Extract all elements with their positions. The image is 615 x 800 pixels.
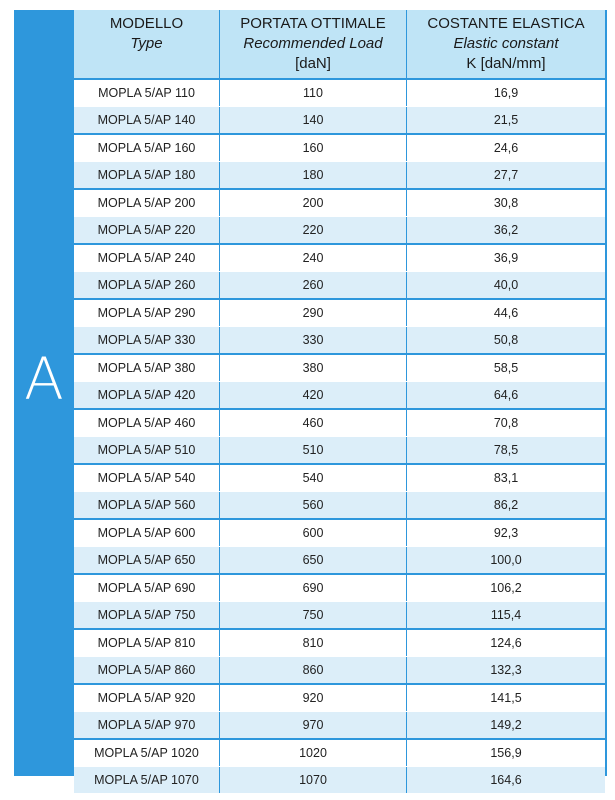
cell-constant: 64,6 [493, 388, 519, 402]
header-constant [407, 10, 605, 78]
cell-model: MOPLA 5/AP 860 [74, 657, 220, 683]
row-group [74, 520, 605, 573]
row-group [74, 740, 605, 793]
cell-constant: 44,6 [493, 306, 519, 320]
cell-constant: 50,8 [493, 333, 519, 347]
cell-model: MOPLA 5/AP 1020 [74, 740, 220, 766]
header-constant-title: COSTANTE ELASTICA [427, 15, 585, 32]
cell-load: 750 [220, 602, 407, 628]
cell-model: MOPLA 5/AP 200 [74, 190, 220, 216]
cell-model: MOPLA 5/AP 460 [74, 410, 220, 436]
cell-load: 510 [220, 437, 407, 463]
cell-load: 920 [220, 685, 407, 711]
cell-constant: 27,7 [493, 168, 519, 182]
cell-constant: 70,8 [493, 416, 519, 430]
cell-constant: 36,2 [493, 223, 519, 237]
cell-constant: 106,2 [490, 581, 522, 595]
table-row [74, 711, 605, 738]
table-row [74, 575, 605, 601]
cell-model: MOPLA 5/AP 510 [74, 437, 220, 463]
cell-model: MOPLA 5/AP 260 [74, 272, 220, 298]
table-row [74, 381, 605, 408]
table-row [74, 245, 605, 271]
table-row [74, 766, 605, 793]
row-group [74, 355, 605, 408]
cell-constant: 36,9 [493, 251, 519, 265]
row-group [74, 300, 605, 353]
cell-load: 970 [220, 712, 407, 738]
cell-model: MOPLA 5/AP 330 [74, 327, 220, 353]
cell-model: MOPLA 5/AP 420 [74, 382, 220, 408]
table-row [74, 546, 605, 573]
cell-constant: 40,0 [493, 278, 519, 292]
cell-constant: 115,4 [490, 608, 522, 622]
table-row [74, 520, 605, 546]
cell-model: MOPLA 5/AP 750 [74, 602, 220, 628]
table-row [74, 410, 605, 436]
table-row [74, 355, 605, 381]
table-row [74, 436, 605, 463]
cell-constant: 58,5 [493, 361, 519, 375]
cell-constant: 86,2 [493, 498, 519, 512]
cell-model: MOPLA 5/AP 160 [74, 135, 220, 161]
cell-model: MOPLA 5/AP 970 [74, 712, 220, 738]
row-group [74, 190, 605, 243]
table-row [74, 601, 605, 628]
cell-load: 240 [220, 245, 407, 271]
header-model-title: MODELLO [109, 15, 184, 32]
cell-load: 1070 [220, 767, 407, 793]
table-row [74, 161, 605, 188]
cell-load: 1020 [220, 740, 407, 766]
cell-model: MOPLA 5/AP 240 [74, 245, 220, 271]
cell-model: MOPLA 5/AP 920 [74, 685, 220, 711]
cell-constant: 24,6 [493, 141, 519, 155]
cell-load: 290 [220, 300, 407, 326]
cell-model: MOPLA 5/AP 690 [74, 575, 220, 601]
table-row [74, 491, 605, 518]
cell-model: MOPLA 5/AP 290 [74, 300, 220, 326]
row-group [74, 685, 605, 738]
cell-model: MOPLA 5/AP 380 [74, 355, 220, 381]
cell-constant: 83,1 [493, 471, 519, 485]
row-group [74, 575, 605, 628]
cell-load: 560 [220, 492, 407, 518]
table-header [74, 10, 605, 78]
cell-load: 810 [220, 630, 407, 656]
table-row [74, 465, 605, 491]
row-group [74, 135, 605, 188]
cell-constant: 156,9 [490, 746, 522, 760]
cell-load: 600 [220, 520, 407, 546]
header-load [220, 10, 407, 78]
cell-constant: 124,6 [490, 636, 522, 650]
cell-load: 180 [220, 162, 407, 188]
table-row [74, 630, 605, 656]
cell-model: MOPLA 5/AP 220 [74, 217, 220, 243]
cell-model: MOPLA 5/AP 180 [74, 162, 220, 188]
cell-constant: 149,2 [490, 718, 522, 732]
cell-constant: 132,3 [490, 663, 522, 677]
cell-constant: 100,0 [490, 553, 522, 567]
row-group [74, 630, 605, 683]
cell-model: MOPLA 5/AP 650 [74, 547, 220, 573]
table-row [74, 80, 605, 106]
cell-load: 690 [220, 575, 407, 601]
header-load-subtitle: Recommended Load [243, 35, 383, 52]
table-row [74, 656, 605, 683]
cell-load: 420 [220, 382, 407, 408]
cell-load: 380 [220, 355, 407, 381]
table-body [74, 80, 605, 795]
cell-model: MOPLA 5/AP 540 [74, 465, 220, 491]
table-row [74, 190, 605, 216]
row-group [74, 465, 605, 518]
table-row [74, 106, 605, 133]
cell-constant: 78,5 [493, 443, 519, 457]
row-group [74, 245, 605, 298]
cell-load: 200 [220, 190, 407, 216]
section-label [14, 10, 74, 776]
cell-constant: 16,9 [493, 86, 519, 100]
header-model [74, 10, 220, 78]
table-row [74, 685, 605, 711]
header-load-title: PORTATA OTTIMALE [240, 15, 386, 32]
cell-constant: 141,5 [490, 691, 522, 705]
header-constant-unit: K [daN/mm] [466, 55, 546, 72]
table-row [74, 216, 605, 243]
table-row [74, 271, 605, 298]
cell-model: MOPLA 5/AP 110 [74, 80, 220, 106]
cell-constant: 21,5 [493, 113, 519, 127]
table-row [74, 135, 605, 161]
cell-load: 140 [220, 107, 407, 133]
cell-load: 860 [220, 657, 407, 683]
table-row [74, 300, 605, 326]
cell-load: 260 [220, 272, 407, 298]
cell-load: 540 [220, 465, 407, 491]
header-constant-subtitle: Elastic constant [453, 35, 559, 52]
cell-constant: 164,6 [490, 773, 522, 787]
row-group [74, 410, 605, 463]
cell-load: 110 [220, 80, 407, 106]
cell-model: MOPLA 5/AP 1070 [74, 767, 220, 793]
cell-model: MOPLA 5/AP 600 [74, 520, 220, 546]
cell-constant: 92,3 [493, 526, 519, 540]
header-load-unit: [daN] [295, 55, 331, 72]
cell-load: 460 [220, 410, 407, 436]
table-row [74, 740, 605, 766]
cell-model: MOPLA 5/AP 810 [74, 630, 220, 656]
cell-model: MOPLA 5/AP 560 [74, 492, 220, 518]
row-group [74, 80, 605, 133]
cell-constant: 30,8 [493, 196, 519, 210]
cell-load: 160 [220, 135, 407, 161]
table-row [74, 326, 605, 353]
cell-load: 650 [220, 547, 407, 573]
cell-load: 220 [220, 217, 407, 243]
section-letter: A [24, 345, 64, 413]
cell-load: 330 [220, 327, 407, 353]
header-model-subtitle: Type [130, 35, 163, 52]
cell-model: MOPLA 5/AP 140 [74, 107, 220, 133]
